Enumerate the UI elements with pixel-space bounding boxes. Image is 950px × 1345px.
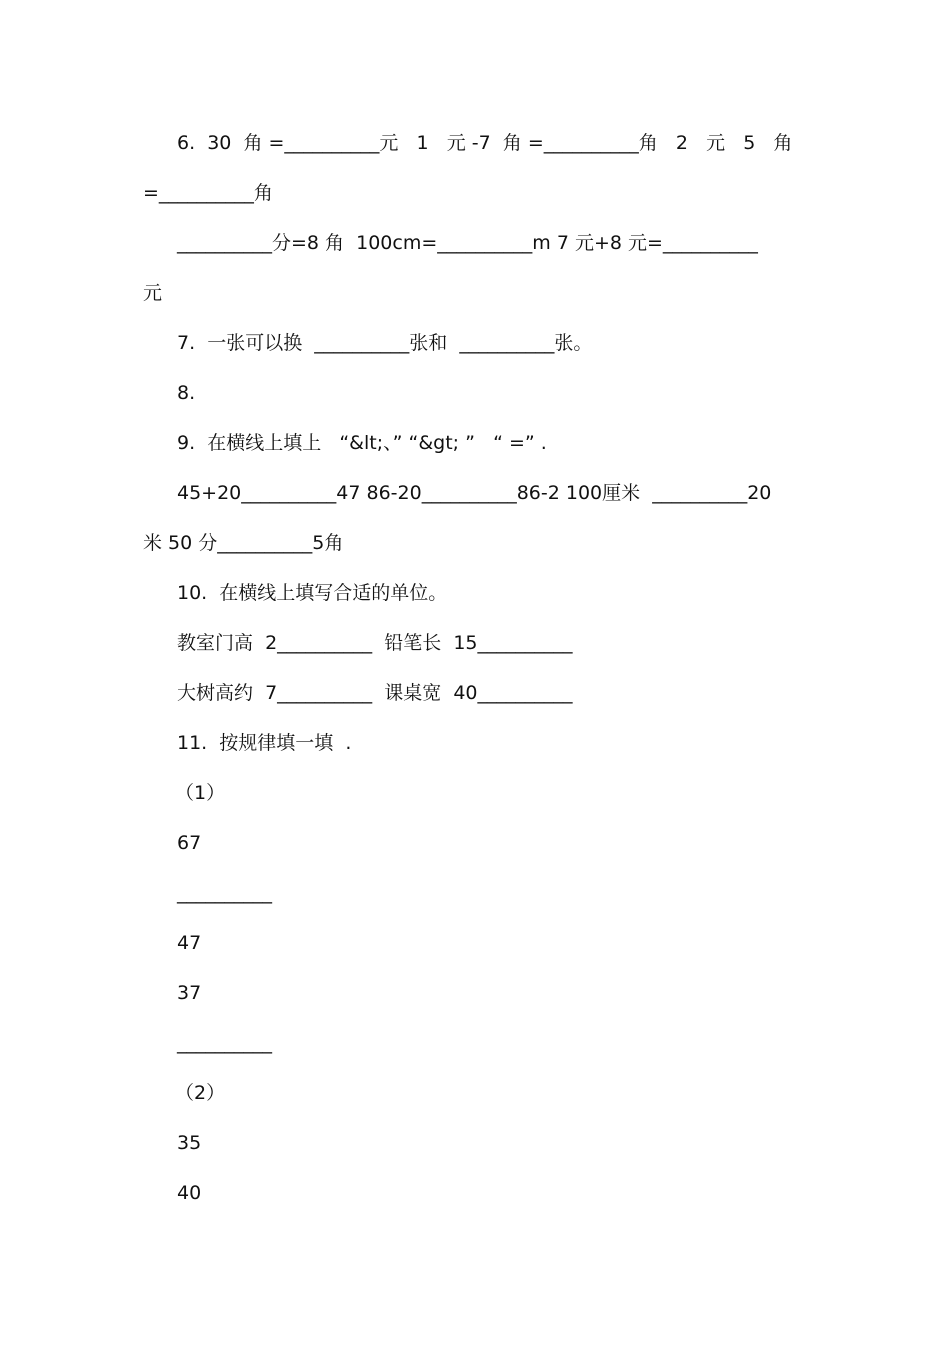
- q11-part-1-label: （1）: [175, 782, 226, 804]
- q6-line-2: =__________角: [143, 182, 273, 204]
- q11-seq1-blank: __________: [177, 1032, 272, 1054]
- q11-seq1-blank: __________: [177, 882, 272, 904]
- q10-instruction: 10. 在横线上填写合适的单位。: [177, 582, 448, 604]
- q9-instruction: 9. 在横线上填上 “&lt;、” “&gt; ” “ =” .: [177, 432, 547, 454]
- q9-line-2: 米 50 分__________5角: [143, 532, 344, 554]
- q9-line-1: 45+20__________47 86-20__________86-2 100厘米 __________20: [177, 482, 772, 504]
- q8-line: 8.: [177, 382, 196, 404]
- q10-line-2: 大树高约 7__________ 课桌宽 40__________: [177, 682, 573, 704]
- q10-line-1: 教室门高 2__________ 铅笔长 15__________: [177, 632, 573, 654]
- q11-seq2-item: 40: [177, 1182, 202, 1204]
- q11-seq1-item: 37: [177, 982, 202, 1004]
- q11-seq1-item: 47: [177, 932, 202, 954]
- q6-line-4: 元: [143, 282, 163, 304]
- q6-line-3: __________分=8 角 100cm=__________m 7 元+8 元=__________: [177, 232, 758, 254]
- q6-line-1: 6. 30 角 =__________元 1 元 -7 角 =__________角 2 元 5 角: [177, 132, 793, 154]
- q11-part-2-label: （2）: [175, 1082, 226, 1104]
- q7-line: 7. 一张可以换 __________张和 __________张。: [177, 332, 593, 354]
- q11-seq2-item: 35: [177, 1132, 202, 1154]
- q11-seq1-item: 67: [177, 832, 202, 854]
- q11-instruction: 11. 按规律填一填 .: [177, 732, 352, 754]
